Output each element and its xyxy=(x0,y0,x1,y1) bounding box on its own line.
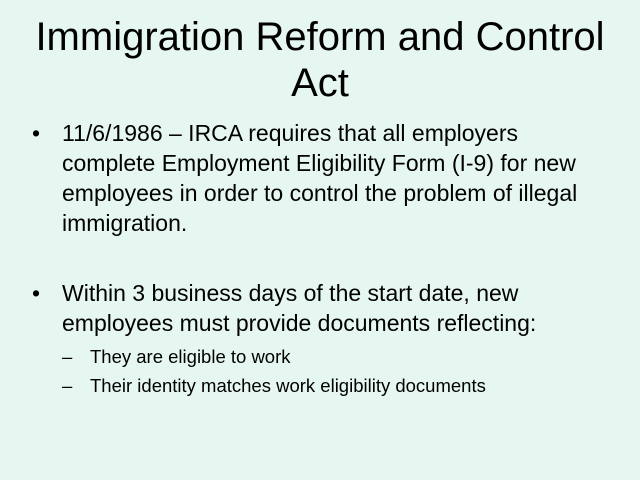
sub-bullet-list xyxy=(62,342,602,400)
slide-title: Immigration Reform and Control Act xyxy=(35,15,605,105)
sub-bullet-marker: – xyxy=(62,346,73,367)
bullet-item xyxy=(32,278,602,400)
bullet-item xyxy=(32,118,602,238)
bullet-text: 11/6/1986 – IRCA requires that all employers complete Employment Eligibility Form (I-9) for new employees in order to control the problem of illegal immigration. xyxy=(62,120,578,236)
sub-bullet-item xyxy=(62,371,602,400)
bullet-marker: • xyxy=(32,280,41,306)
sub-bullet-item xyxy=(62,342,602,371)
bullet-text: Within 3 business days of the start date, new employees must provide documents reflecting: xyxy=(62,280,537,336)
sub-bullet-text: They are eligible to work xyxy=(90,346,291,367)
bullet-marker: • xyxy=(32,120,41,146)
sub-bullet-marker: – xyxy=(62,375,73,396)
sub-bullet-text: Their identity matches work eligibility documents xyxy=(90,375,486,396)
bullet-list xyxy=(32,118,602,400)
